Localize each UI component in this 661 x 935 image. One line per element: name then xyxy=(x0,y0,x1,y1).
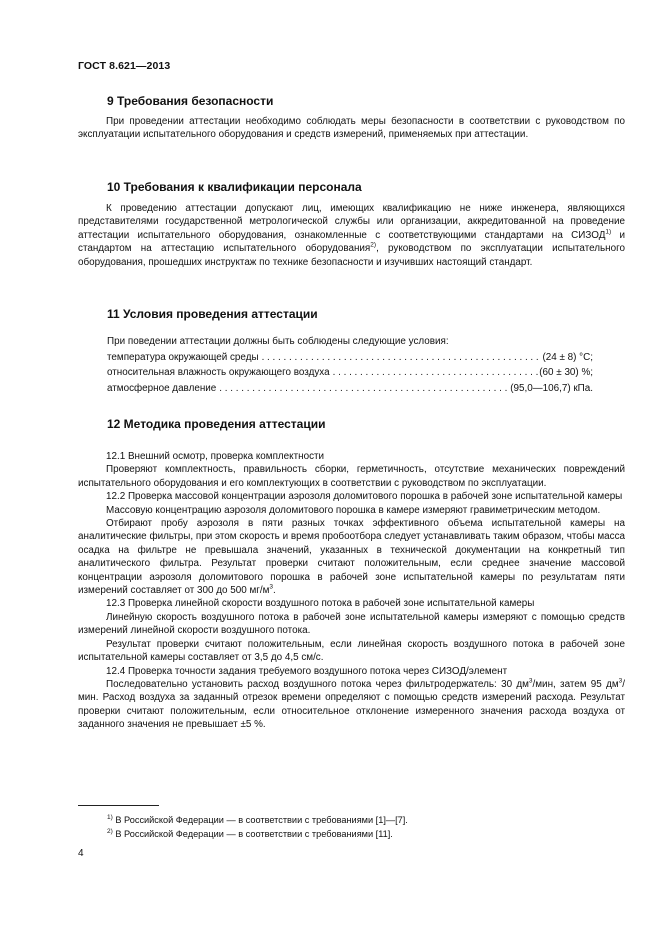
subsection-title-text: 12.4 Проверка точности задания требуемого воздушного потока через СИЗОД/элемент xyxy=(106,665,508,677)
section-11-title: 11 Условия проведения аттестации xyxy=(107,307,318,321)
condition-label: относительная влажность окружающего воздуха xyxy=(107,367,330,378)
condition-row xyxy=(107,381,593,397)
section-10-body-a: К проведению аттестации допускают лиц, имеющих квалификацию не ниже инженера, являющихся представителями государственной метрологической службы или организации, аккредитованной на проведение аттестации испытательного оборудования, ознакомленные с соответствующими стандартами на СИЗОД xyxy=(78,203,625,241)
subsection-12-4-title xyxy=(78,665,625,678)
footnote-text: В Российской Федерации — в соответствии с требованиями [11]. xyxy=(112,829,393,839)
footnote-ref-1: 1) xyxy=(605,228,612,236)
subsection-12-4-text xyxy=(78,678,625,732)
footnote-mark: 2) xyxy=(107,827,113,835)
condition-label: атмосферное давление xyxy=(107,382,217,394)
section-9-text xyxy=(78,115,625,142)
subsection-12-3-title xyxy=(78,597,625,610)
conditions-list xyxy=(107,334,593,396)
condition-row xyxy=(107,350,593,366)
paragraph-text: Массовую концентрацию аэрозоля доломитового порошка в камере измеряют гравиметрическим методом. xyxy=(106,504,601,516)
section-10-title: 10 Требования к квалификации персонала xyxy=(107,180,362,194)
subsection-title-text: 12.3 Проверка линейной скорости воздушного потока в рабочей зоне испытательной камеры xyxy=(106,598,535,610)
leader-dots xyxy=(259,350,543,366)
condition-value: (95,0—106,7) кПа. xyxy=(510,382,593,394)
section-10-text xyxy=(78,202,625,269)
leader-dots xyxy=(330,365,540,381)
condition-label: температура окружающей среды xyxy=(107,351,259,363)
conditions-intro: При поведении аттестации должны быть соблюдены следующие условия: xyxy=(107,336,449,347)
subsection-12-3-text-1 xyxy=(78,611,625,638)
condition-value: (24 ± 8) °С; xyxy=(542,351,593,363)
paragraph-text: Линейную скорость воздушного потока в рабочей зоне испытательной камеры измеряют с помощью средств измерений линейной скорости воздушного потока. xyxy=(78,611,625,637)
superscript: 3 xyxy=(528,677,533,685)
superscript: 3 xyxy=(269,583,274,591)
paragraph-text: Проверяют комплектность, правильность сборки, герметичность, отсутствие механических повреждений испытательного оборудования и его комплектующих в соответствии с руководством по эксплуатации. xyxy=(78,464,625,489)
subsection-title-text: 12.2 Проверка массовой концентрации аэрозоля доломитового порошка в рабочей зоне испытательной камеры xyxy=(106,491,623,503)
paragraph-text: . xyxy=(273,585,276,597)
footnote-mark: 1) xyxy=(107,813,113,821)
page-number: 4 xyxy=(78,848,84,859)
footnote-2 xyxy=(107,829,393,839)
subsection-12-1-title xyxy=(78,450,625,463)
subsection-12-1-text xyxy=(78,463,625,490)
paragraph-text: Результат проверки считают положительным, если линейная скорость воздушного потока в рабочей зоне испытательной камеры составляет от 3,5 до 4,5 см/с. xyxy=(78,638,625,664)
condition-row xyxy=(107,365,593,381)
section-10-body-c: , руководством по эксплуатации испытательного оборудования, прошедших инструктаж по технике безопасности и изучивших настоящий стандарт. xyxy=(78,243,626,268)
footnote-separator xyxy=(78,805,159,806)
section-10-body-b: и стандартом на аттестацию испытательного оборудования xyxy=(78,229,626,255)
paragraph-text: /мин. Расход воздуха за заданный отрезок времени определяют с помощью средств измерений расхода. Результат проверки считают положительным, если относительное отклонение измеренного значения расхода воздуха от заданного значения не превышает ±5 %. xyxy=(78,678,625,731)
subsection-12-2-text-1 xyxy=(78,504,625,517)
subsection-12-3-text-2 xyxy=(78,638,625,665)
section-12-title: 12 Методика проведения аттестации xyxy=(107,417,326,431)
condition-value: (60 ± 30) %; xyxy=(539,367,593,378)
paragraph-text: Последовательно установить расход воздушного потока через фильтродержатель: 30 дм xyxy=(106,678,529,690)
footnote-text: В Российской Федерации — в соответствии с требованиями [1]—[7]. xyxy=(112,815,408,825)
footnote-1 xyxy=(107,815,408,825)
document-header: ГОСТ 8.621—2013 xyxy=(78,60,171,72)
section-12-body xyxy=(78,450,625,732)
section-9-title: 9 Требования безопасности xyxy=(107,94,274,108)
leader-dots xyxy=(216,381,510,397)
subsection-12-2-title xyxy=(78,490,625,503)
subsection-title-text: 12.1 Внешний осмотр, проверка комплектности xyxy=(106,451,325,462)
paragraph-text: /мин, затем 95 дм xyxy=(532,678,619,690)
paragraph-text: Отбирают пробу аэрозоля в пяти разных точках эффективного объема испытательной камеры на аналитические фильтры, при этом скорость и время пробоотбора следует устанавливать таким образом, чтобы масса осадка на фильтре не превышала значений, указанных в технической документации на конкретный тип аналитического фильтра. Результат проверки считают положительным, если среднее значение массовой концентрации аэрозоля доломитового порошка в рабочей зоне испытательной камеры по результатам пяти измерений составляет от 300 до 500 мг/м xyxy=(78,518,625,597)
subsection-12-2-text-2 xyxy=(78,517,625,597)
section-9-body: При проведении аттестации необходимо соблюдать меры безопасности в соответствии с руководством по эксплуатации испытательного оборудования и средств измерений, применяемых при аттестации. xyxy=(78,116,625,141)
superscript: 3 xyxy=(618,677,623,685)
footnote-ref-2: 2) xyxy=(370,241,377,249)
